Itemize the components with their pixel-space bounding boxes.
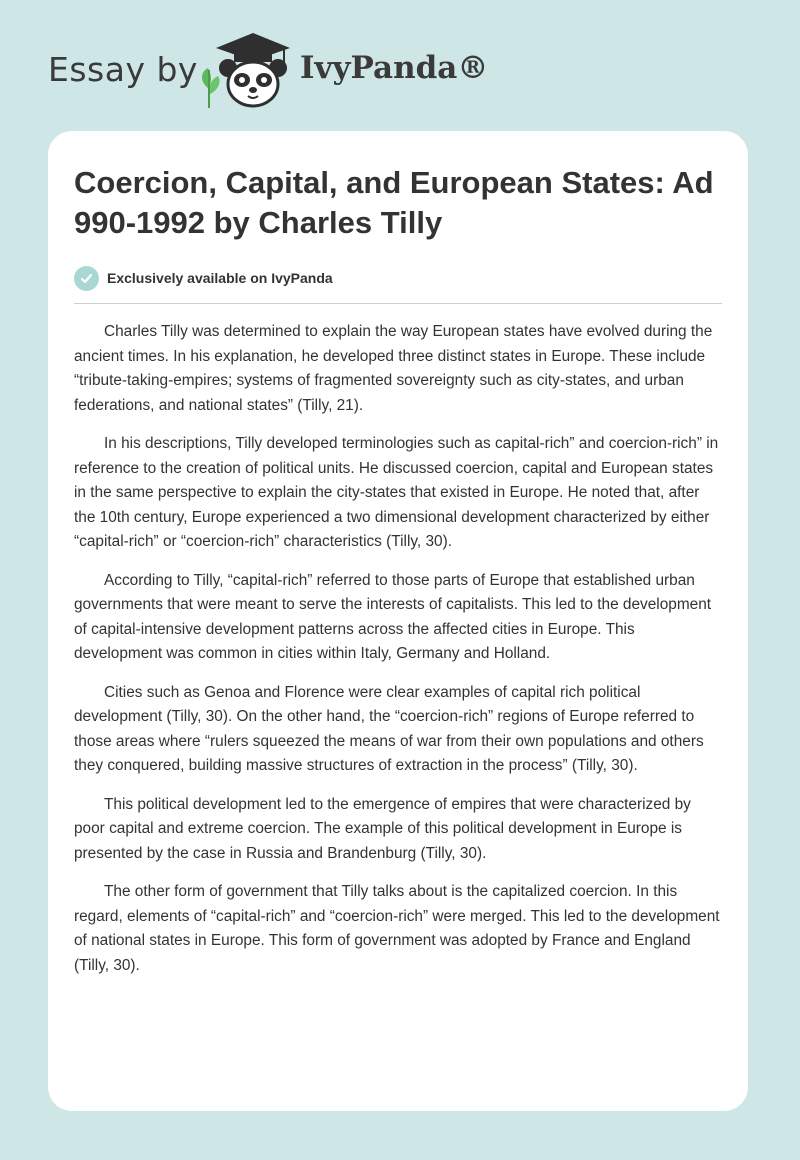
brand-header[interactable]	[48, 30, 488, 110]
paragraph: According to Tilly, “capital-rich” referred to those parts of Europe that established urban governments that were meant to serve the interests of capitalists. This led to the development of capital-intensive development patterns across the affected cities in Europe. This development was common in cities within Italy, Germany and Holland.	[74, 571, 712, 662]
essay-body	[74, 320, 722, 992]
paragraph: This political development led to the emergence of empires that were characterized by poor capital and extreme coercion. The example of this political development in Europe is presented by the case in Russia and Brandenburg (Tilly, 30).	[74, 795, 691, 862]
brand-prefix: Essay by	[48, 50, 198, 89]
essay-title: Coercion, Capital, and European States: Ad 990-1992 by Charles Tilly	[74, 165, 714, 240]
exclusive-badge	[74, 264, 333, 292]
brand-name: IvyPanda®	[300, 50, 489, 86]
divider	[74, 303, 722, 304]
paragraph: Charles Tilly was determined to explain the way European states have evolved during the ancient times. In his explanation, he developed three distinct states in Europe. These include “tribute-taking-empires; systems of fragmented sovereignty such as city-states, and urban federations, and national states” (Tilly, 21).	[74, 323, 713, 414]
panda-graduate-icon	[198, 30, 298, 110]
essay-card	[48, 131, 748, 1111]
badge-text: Exclusively available on IvyPanda	[107, 270, 333, 286]
paragraph: The other form of government that Tilly talks about is the capitalized coercion. In this regard, elements of “capital-rich” and “coercion-rich” were merged. This led to the development of national states in Europe. This form of government was adopted by France and England (Tilly, 30).	[74, 883, 720, 974]
paragraph: In his descriptions, Tilly developed terminologies such as capital-rich” and coercion-rich” in reference to the creation of political units. He discussed coercion, capital and European states in the same perspective to explain the city-states that existed in Europe. He noted that, after the 10th century, Europe experienced a two dimensional development characterized by either “capital-rich” or “coercion-rich” characteristics (Tilly, 30).	[74, 435, 719, 550]
check-icon	[74, 266, 99, 291]
paragraph: Cities such as Genoa and Florence were clear examples of capital rich political development (Tilly, 30). On the other hand, the “coercion-rich” regions of Europe referred to those areas where “rulers squeezed the means of war from their own populations and others they conquered, building massive structures of extraction in the process” (Tilly, 30).	[74, 683, 704, 774]
